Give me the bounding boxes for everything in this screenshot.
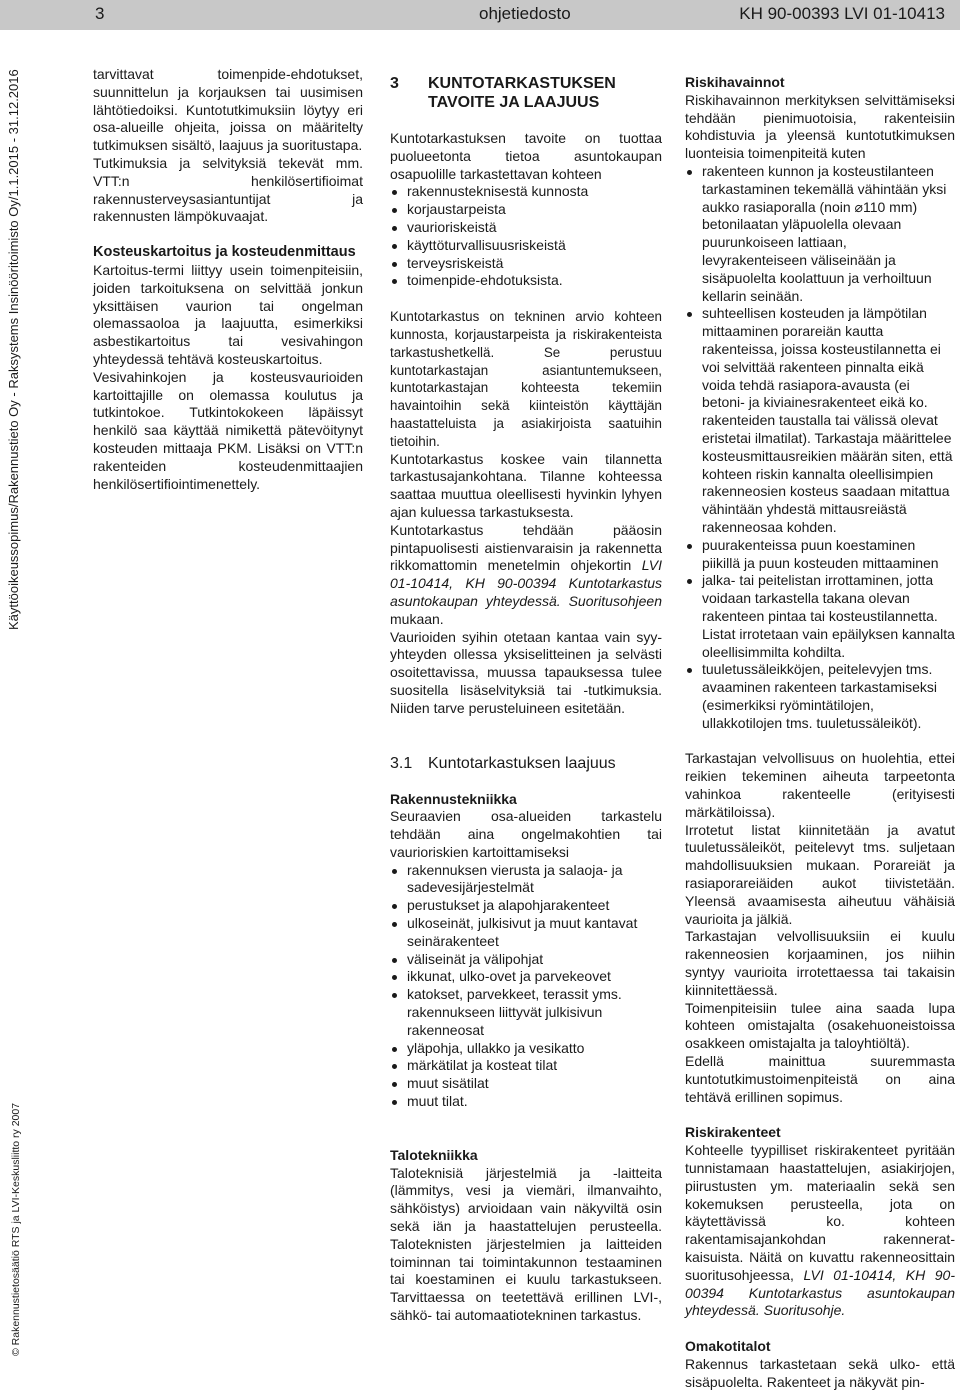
section-number: 3 [390, 75, 399, 92]
list-item: ulkoseinät, julkisivut ja muut kantavat seinärakenteet [390, 915, 662, 951]
list-item: ikkunat, ulko-ovet ja parvekeovet [390, 968, 662, 986]
text-run: Kuntotarkastus tehdään pääosin pintapuolisesti aistienvaraisin ja rakennetta rikkomattomin menetelmin ohjekortin [390, 521, 662, 574]
heading-talotekniikka: Talotekniikka [390, 1146, 478, 1163]
page-number: 3 [95, 4, 105, 23]
paragraph: Tarkastajan velvollisuuksiin ei kuulu rakenneosien korjaaminen, jos niihin syntyy vaurioita irrotettaessa tai takaisin kiinnitettäessä. [685, 928, 955, 998]
copyright-note: © Rakennustietosäätiö RTS ja LVI-Keskusliitto ry 2007 [10, 1102, 22, 1356]
list-item: rakennusteknisestä kunnosta [390, 183, 662, 201]
list-item: puurakenteissa puun koestaminen piikillä ja puun kosteuden mittaaminen [685, 537, 955, 573]
risk-measures-list [685, 163, 955, 733]
heading-rakennustekniikka: Rakennustekniikka [390, 790, 517, 807]
heading-omakotitalot: Omakotitalot [685, 1338, 771, 1355]
list-item: rakenteen kunnon ja kosteustilanteen tarkastaminen tekemällä vähintään yksi aukko rasiaporalla (noin ⌀110 mm) betonilaatan yläpuolella olevaan puurunkoiseen lattiaan, levyrakenteiseen väliseinään ja sisäpuolelta koolattuun ja verhoiltuun kellarin seinään. [685, 163, 955, 305]
list-item: rakennuksen vierusta ja salaoja- ja sadevesijärjestelmät [390, 862, 662, 898]
paragraph: Tutkimuksia ja selvityksiä tekevät mm. VTT:n henkilösertifioimat rakennusterveysasiantuntijat ja rakennusten lämpökuvaajat. [93, 154, 363, 225]
list-item: käyttöturvallisuusriskeistä [390, 237, 662, 255]
list-item: muut sisätilat [390, 1075, 662, 1093]
list-item: vaurioriskeistä [390, 219, 662, 237]
subsection-title: Kuntotarkastuksen laajuus [428, 754, 616, 772]
list-item: perustukset ja alapohjarakenteet [390, 897, 662, 915]
reference-italic: LVI 01-10414, KH 90-00394 Kuntotarkastus asuntokaupan yhteydessä. Suoritusohje. [685, 1266, 955, 1319]
section-title: KUNTOTARKASTUKSEN TAVOITE JA LAAJUUS [428, 75, 616, 111]
paragraph: Tarkastajan velvollisuus on huolehtia, ettei reikien tekeminen aiheuta tarpeetonta vahinkoa rakenteelle (erityisesti märkätiloissa). [685, 750, 955, 820]
list-item: jalka- tai peitelistan irrottaminen, jotta voidaan tarkastella takana olevan rakenteen pintaa tai kosteustilannetta. Listat irrotetaan vain epäilyksen kannalta oleellisimmilta kohdilta. [685, 572, 955, 661]
list-item: väliseinät ja välipohjat [390, 951, 662, 969]
list-item: korjaustarpeista [390, 201, 662, 219]
list-item: tuuletussäleikköjen, peitelevyjen tms. avaaminen rakenteen tarkastamiseksi (esimerkiksi ryömintätilojen, ullakkotilojen tms. tuuletussäleiköt). [685, 661, 955, 732]
heading-riskihavainnot: Riskihavainnot [685, 74, 785, 90]
paragraph: Toimenpiteisiin tulee aina saada lupa kohteen omistajalta (osakehuoneistoissa osakkeen omistajalta ja taloyhtiöltä). [685, 999, 955, 1052]
paragraph: Kartoitus-termi liittyy usein toimenpiteisiin, joiden tarkoituksena on selvittää jonkun yksittäisen vaurion tai ongelman olemassaoloa ja laajuutta, esimerkiksi asbestikartoitus tai vesivahingon yhteydessä tehtävä kosteuskartoitus. [93, 261, 363, 367]
paragraph: Seuraavien osa-alueiden tarkastelu tehdään aina ongelmakohtien tai vaurioriskien kartoittamiseksi [390, 808, 662, 860]
heading-riskirakenteet: Riskirakenteet [685, 1124, 781, 1141]
section-heading [390, 74, 662, 112]
structure-list [390, 862, 662, 1111]
paragraph: Vesivahinkojen ja kosteusvaurioiden kartoittajille on olemassa koulutus ja tutkintokoe. Tutkintokokeen läpäissyt henkilö saa käyttää nimikettä pätevöitynyt kosteuden mittaaja PKM. Lisäksi on VTT:n rakenteiden kosteudenmittaajien henkilösertifiointimenettely. [93, 368, 363, 492]
subsection-heading [390, 754, 662, 773]
paragraph: Irrotetut listat kiinnitetään ja avatut tuuletussäleiköt, peitelevyt tms. suljetaan mahdollisuuksien mukaan. Porareiät ja rasiaporareiäiden aukot tiivistetään. Yleensä avaamisesta aiheutuu vähäisiä vaurioita ja jälkiä. [685, 821, 955, 927]
paragraph: Edellä mainittua suuremmasta kuntotutkimustoimenpiteistä on aina tehtävä erillinen sopimus. [685, 1053, 955, 1105]
goal-list [390, 183, 662, 290]
column-left [93, 66, 363, 493]
text-run: Kohteelle tyypilliset riskirakenteet pyritään tunnistamaan haastattelujen, asiakirjojen, piirustusten ym. materiaalin sekä sen kokemuksen perusteella, jota on käytettävissä ko. kohteen rakentamisajankohdan rakenneratkaisuista. Näitä on kuvattu rakenneosittain suoritusohjeessa, [685, 1142, 955, 1283]
text-run: mukaan. [390, 610, 444, 627]
paragraph: Vaurioiden syihin otetaan kantaa vain syy-yhteyden ollessa yksiselitteinen ja selvästi osoitettavissa, muussa tapauksessa tulee suositella lisäselvityksiä tai -tutkimuksia. Niiden tarve perusteluineen esitetään. [390, 628, 662, 716]
document-type: ohjetiedosto [479, 4, 571, 23]
license-note: Käyttöoikeussopimus/Rakennustieto Oy - Raksystems Insinööritoimisto Oy/1.1.2015 - 31.12.2016 [6, 69, 21, 630]
list-item: märkätilat ja kosteat tilat [390, 1057, 662, 1075]
reference-italic: LVI 01-10414, KH 90-00394 Kuntotarkastus asuntokaupan yhteydessä. Suoritusohjeen [390, 557, 662, 609]
paragraph: Kuntotarkastus koskee vain tilannetta tarkastusajankohtana. Tilanne kohteessa saattaa muuttua oleellisesti hyvinkin lyhyen ajan kuluessa tarkastuksesta. [390, 450, 662, 520]
paragraph: tarvittavat toimenpide-ehdotukset, suunnittelun ja korjauksen tai uusimisen lähtötiedoiksi. Kuntotutkimuksiin löytyy eri osa-alueille ohjeita, joissa on määritelty tutkimuksen sisältö, laajuus ja suoritustapa. [93, 66, 363, 154]
paragraph: Taloteknisiä järjestelmiä ja -laitteita (lämmitys, vesi ja viemäri, ilmanvaihto, sähköistys) arvioidaan vain näkyviltä osin sekä iän ja haastattelujen perusteella. Taloteknisten järjestelmien ja laitteiden toiminnan tai toimintakunnon testaaminen tai koestaminen ei kuulu tarkastukseen. Tarvittaessa on teetettävä erillinen LVI-, sähkö- tai automaatiotekninen tarkastus. [390, 1164, 662, 1324]
list-item: suhteellisen kosteuden ja lämpötilan mittaaminen porareiän kautta rakenteissa, joissa kosteustilannetta ei voi selvittää rakenteen pinnalta eikä voida tehdä rasiapora-avausta (ei betoni- ja kiviainesrakenteet eikä ko. rakenteiden taustalla tai välissä olevat eristetai ilmatilat). Tarkastaja määrittelee kosteusmittausreikien määrän siten, että kohteen riskin kannalta oleellisimpien rakenneosien kosteus saadaan mitattua vähintään yhdestä mittausreiästä rakenneosaa kohden. [685, 305, 955, 536]
list-item: muut tilat. [390, 1093, 662, 1111]
list-item: katokset, parvekkeet, terassit yms. rakennukseen liittyvät julkisivun rakenneosat [390, 986, 662, 1039]
page-header [0, 0, 960, 30]
paragraph: Rakennus tarkastetaan sekä ulko- että sisäpuolelta. Rakenteet ja näkyvät pin- [685, 1355, 955, 1390]
list-item: terveysriskeistä [390, 255, 662, 273]
paragraph: Riskihavainnon merkityksen selvittämiseksi tehdään pienimuotoisia, rakenteisiin kohdistuvia ja yleensä kuntotutkimuksen luonteisia toimenpiteitä kuten [685, 91, 955, 162]
paragraph [390, 522, 662, 629]
paragraph: Kuntotarkastus on tekninen arvio kohteen kunnosta, korjaustarpeista ja riskirakenteista tarkastushetkellä. Se perustuu kuntotarkastajan asiantuntemukseen, kuntotarkastajan kohteesta tekemiin havaintoihin sekä kiinteistön käyttäjän haastatteluista ja asiakirjoista saatuihin tietoihin. [390, 309, 662, 449]
list-item: toimenpide-ehdotuksista. [390, 272, 662, 290]
column-right [685, 74, 955, 1392]
list-item: yläpohja, ullakko ja vesikatto [390, 1040, 662, 1058]
document-code: KH 90-00393 LVI 01-10413 [739, 4, 945, 23]
paragraph: Kuntotarkastuksen tavoite on tuottaa puolueetonta tietoa asuntokaupan osapuolille tarkastettavan kohteen [390, 130, 662, 182]
paragraph [685, 1142, 955, 1320]
heading-kosteuskartoitus: Kosteuskartoitus ja kosteudenmittaus [93, 244, 356, 261]
column-middle [390, 74, 662, 1325]
subsection-number: 3.1 [390, 754, 413, 772]
